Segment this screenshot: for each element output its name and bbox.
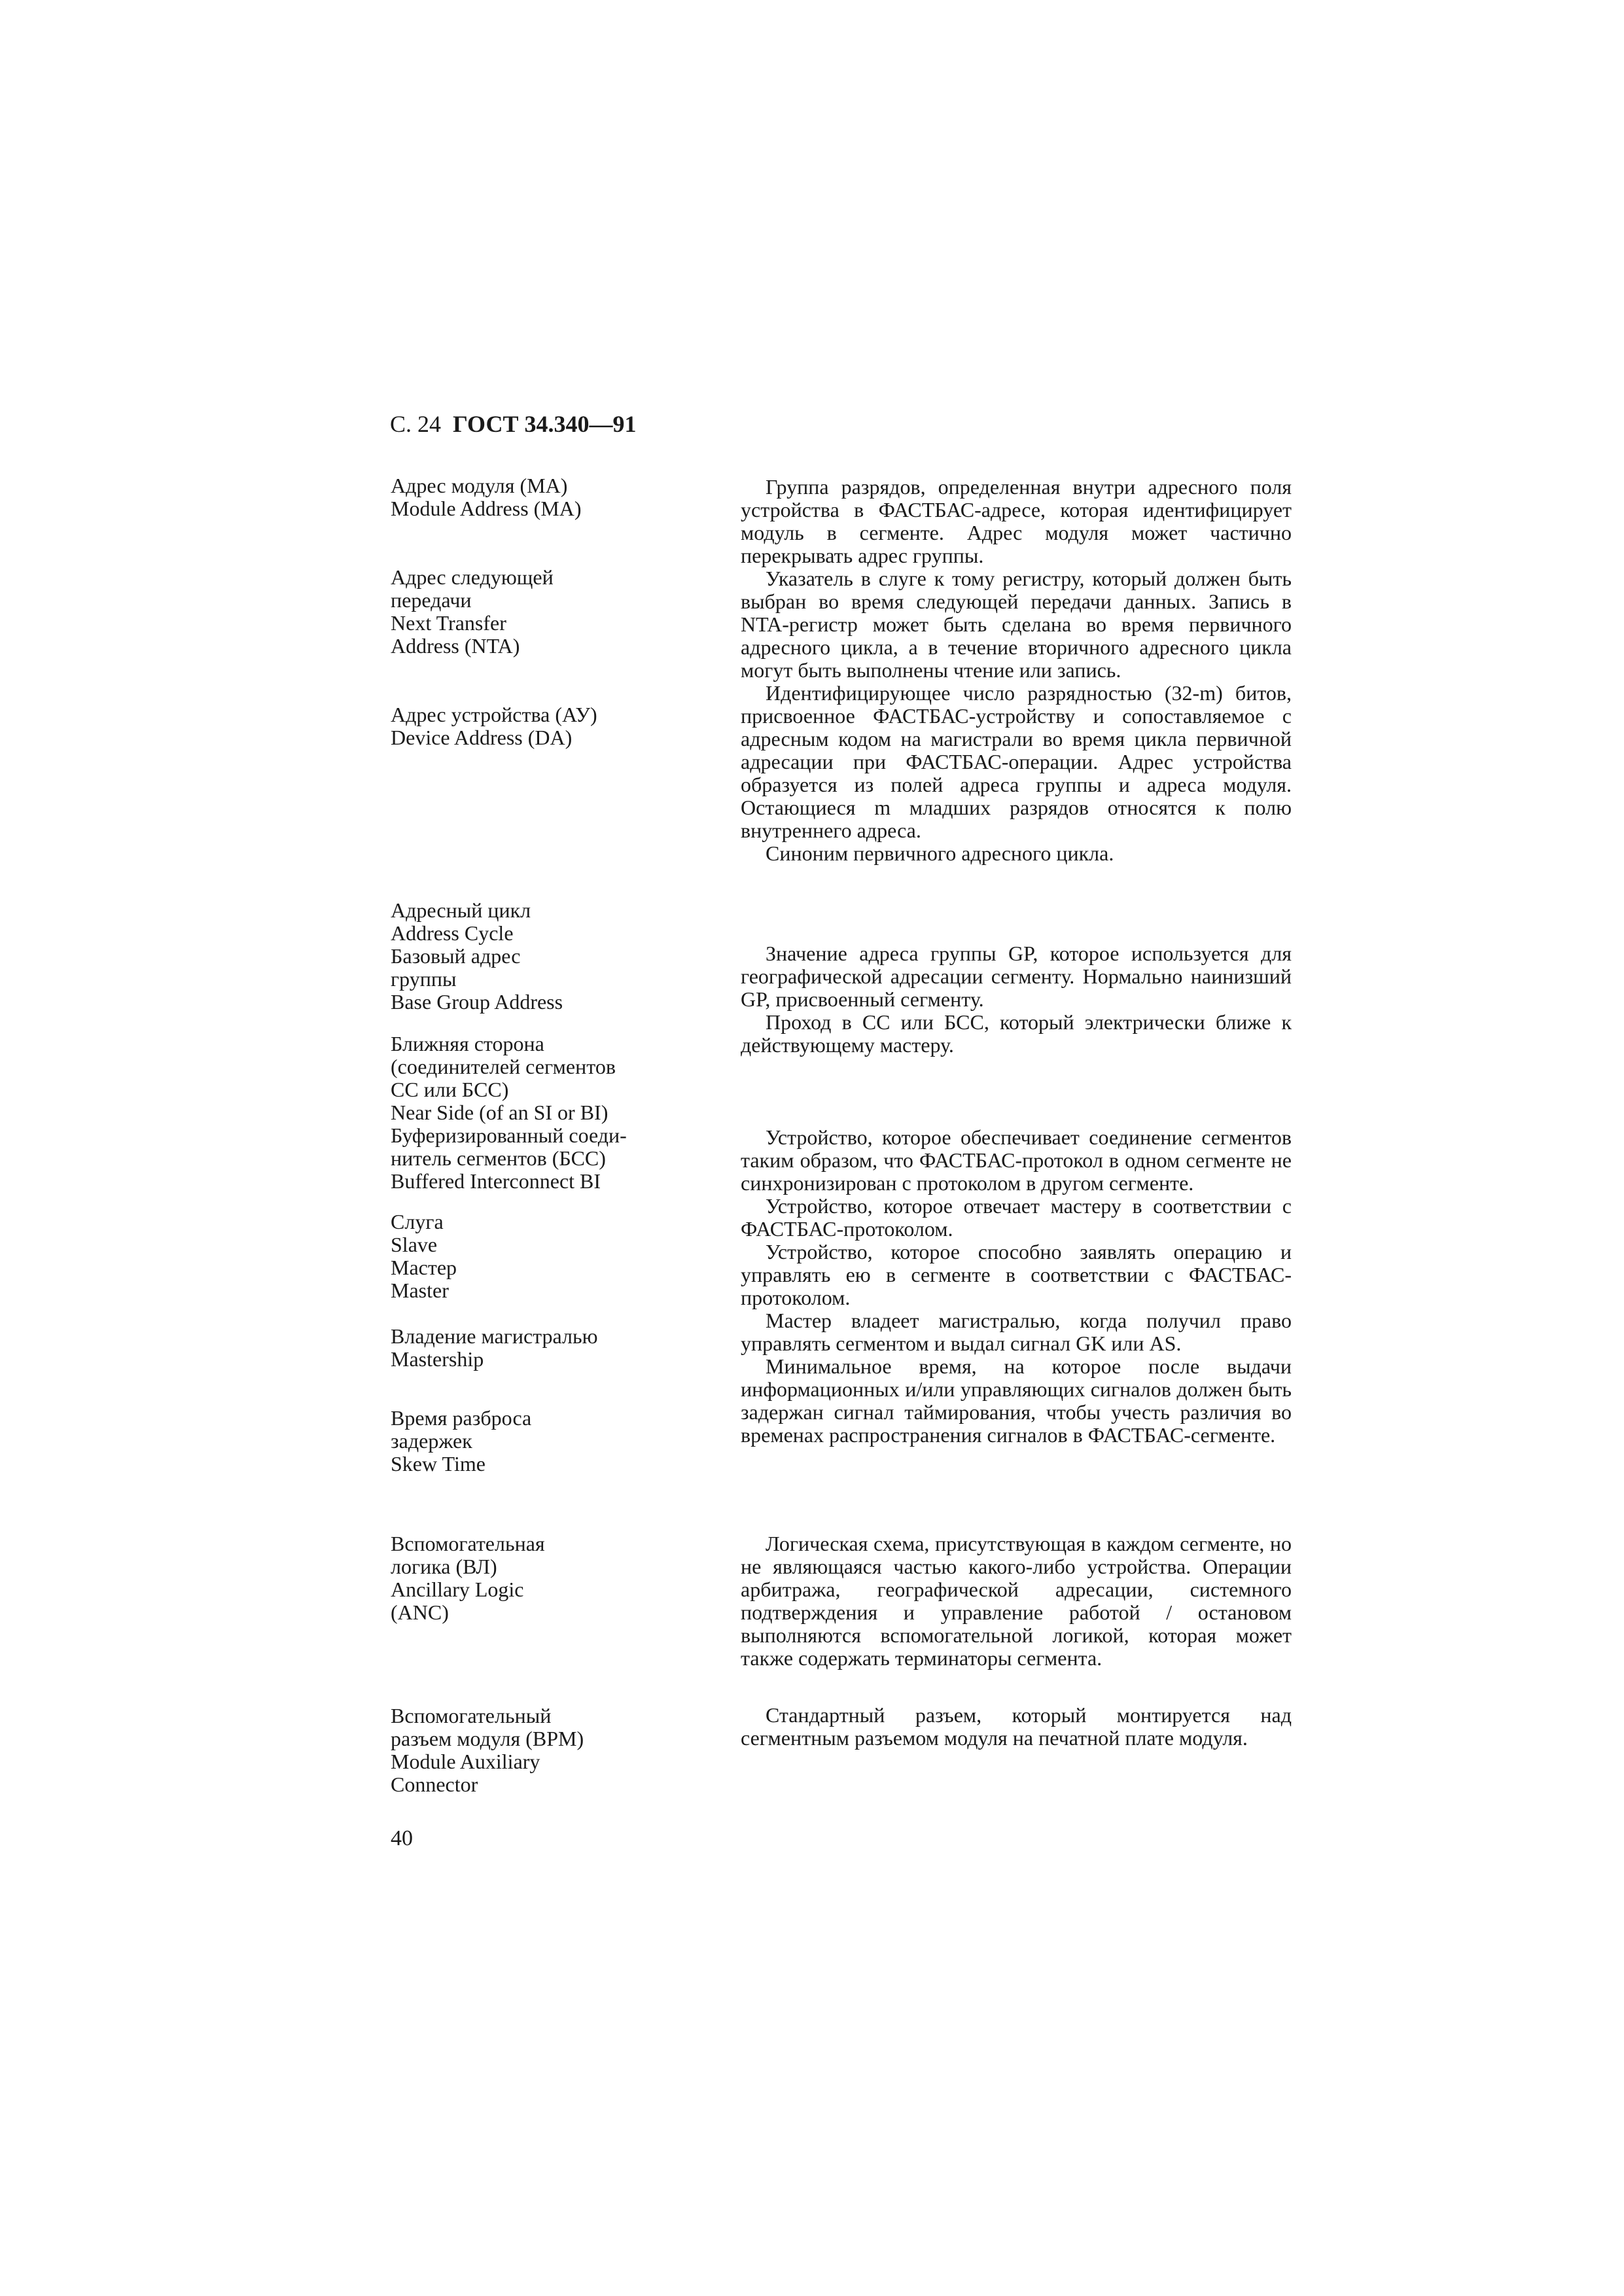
definition-base-group-address: Значение адреса группы GP, которое используется для географической адресации сегменту. Нормально наинизший GP, присвоенный сегменту. (741, 942, 1292, 1011)
term-slave-master (391, 1210, 698, 1302)
term-line: Адрес устройства (АУ) (391, 703, 597, 726)
definition-module-auxiliary-connector: Стандартный разъем, который монтируется над сегментным разъемом модуля на печатной плате модуля. (741, 1703, 1292, 1750)
term-module-address (391, 474, 698, 520)
definition-address-cycle: Синоним первичного адресного цикла. (766, 841, 1114, 865)
definition-ancillary-logic: Логическая схема, присутствующая в каждом сегменте, но не являющаяся частью какого-либо устройства. Операции арбитража, географической адресации, системного подтверждения и управление работой / остановом выполняются вспомогательной логикой, которая может также содержать терминаторы сегмента. (741, 1532, 1292, 1670)
term-line: Адрес модуля (МА) (391, 474, 568, 497)
definition-skew-time: Минимальное время, на которое после выдачи информационных и/или управляющих сигналов должен быть задержан сигнал таймирования, чтобы учесть различия во временах распространения сигналов в ФАСТБАС-сегменте. (741, 1354, 1292, 1447)
term-line: Base Group Address (391, 990, 563, 1014)
definitions-block-1 (741, 476, 1292, 865)
term-line: логика (ВЛ) (391, 1555, 497, 1578)
definitions-block-2 (741, 942, 1292, 1057)
term-near-side (391, 1033, 698, 1193)
page-ref: С. 24 (390, 411, 442, 437)
term-line: (соединителей сегментов (391, 1055, 616, 1078)
definition-master: Устройство, которое способно заявлять операцию и управлять ею в сегменте в соответствии с ФАСТБАС-протоколом. (741, 1240, 1292, 1309)
term-device-address (391, 703, 698, 749)
term-line: Skew Time (391, 1452, 485, 1475)
definitions-block-3 (741, 1126, 1292, 1447)
term-next-transfer-address (391, 566, 698, 658)
term-line: Module Auxiliary (391, 1750, 540, 1773)
definition-device-address: Идентифицирующее число разрядностью (32-m) битов, присвоенное ФАСТБАС-устройству и сопоставляемое с адресным кодом на магистрали во время цикла первичной адресации при ФАСТБАС-операции. Адрес устройства образуется из полей адреса группы и адреса модуля. Остающиеся m младших разрядов относятся к полю внутреннего адреса. (741, 681, 1292, 842)
definition-mastership: Мастер владеет магистралью, когда получил право управлять сегментом и выдал сигнал GK или AS. (741, 1309, 1292, 1355)
term-line: Ближняя сторона (391, 1032, 544, 1055)
term-line: Address (NTA) (391, 634, 520, 658)
term-skew-time (391, 1407, 698, 1475)
term-line: Module Address (MA) (391, 497, 582, 520)
term-ancillary-logic (391, 1532, 698, 1624)
term-line: Мастер (391, 1256, 457, 1279)
term-line: СС или БСС) (391, 1078, 509, 1101)
term-address-cycle (391, 899, 698, 1014)
term-line: передачи (391, 588, 472, 612)
term-line: Владение магистралью (391, 1324, 598, 1348)
term-line: нитель сегментов (БСС) (391, 1146, 606, 1170)
definition-next-transfer-address: Указатель в слуге к тому регистру, который должен быть выбран во время следующей передачи данных. Запись в NTA-регистр может быть сделана во время первичного адресного цикла, а в течение вторичного адресного цикла могут быть выполнены чтение или запись. (741, 567, 1292, 682)
term-line: Слуга (391, 1210, 444, 1233)
term-line: Вспомогательный (391, 1704, 552, 1727)
term-line: Slave (391, 1233, 438, 1256)
term-line: Master (391, 1279, 449, 1302)
term-line: Next Transfer (391, 611, 506, 635)
term-line: Базовый адрес (391, 944, 521, 968)
term-mastership (391, 1325, 698, 1371)
term-line: Near Side (of an SI or BI) (391, 1101, 609, 1124)
term-line: разъем модуля (ВРМ) (391, 1727, 584, 1750)
definitions-block-4 (741, 1532, 1292, 1670)
term-line: Адрес следующей (391, 565, 554, 589)
term-line: задержек (391, 1429, 472, 1453)
definition-buffered-interconnect: Устройство, которое обеспечивает соединение сегментов таким образом, что ФАСТБАС-протокол в одном сегменте не синхронизирован с протоколом в другом сегменте. (741, 1125, 1292, 1195)
definition-slave: Устройство, которое отвечает мастеру в соответствии с ФАСТБАС-протоколом. (741, 1194, 1292, 1241)
term-line: (ANC) (391, 1600, 449, 1624)
standard-number: ГОСТ 34.340—91 (453, 411, 637, 437)
term-line: Вспомогательная (391, 1532, 545, 1555)
term-line: Address Cycle (391, 921, 514, 945)
term-line: Buffered Interconnect BI (391, 1169, 601, 1193)
term-line: Mastership (391, 1347, 484, 1371)
definition-module-address: Группа разрядов, определенная внутри адресного поля устройства в ФАСТБАС-адресе, которая идентифицирует модуль в сегменте. Адрес модуля может частично перекрывать адрес группы. (741, 475, 1292, 567)
term-line: Ancillary Logic (391, 1578, 524, 1601)
term-line: группы (391, 967, 457, 991)
definitions-block-5 (741, 1704, 1292, 1750)
term-line: Device Address (DA) (391, 726, 573, 749)
page-number: 40 (391, 1826, 413, 1850)
term-line: Буферизированный соеди- (391, 1123, 627, 1147)
term-line: Connector (391, 1773, 478, 1796)
definition-near-side: Проход в СС или БСС, который электрически ближе к действующему мастеру. (741, 1010, 1292, 1057)
term-line: Время разброса (391, 1406, 532, 1430)
page-header (390, 408, 636, 440)
term-module-auxiliary-connector (391, 1704, 698, 1796)
term-line: Адресный цикл (391, 898, 531, 922)
